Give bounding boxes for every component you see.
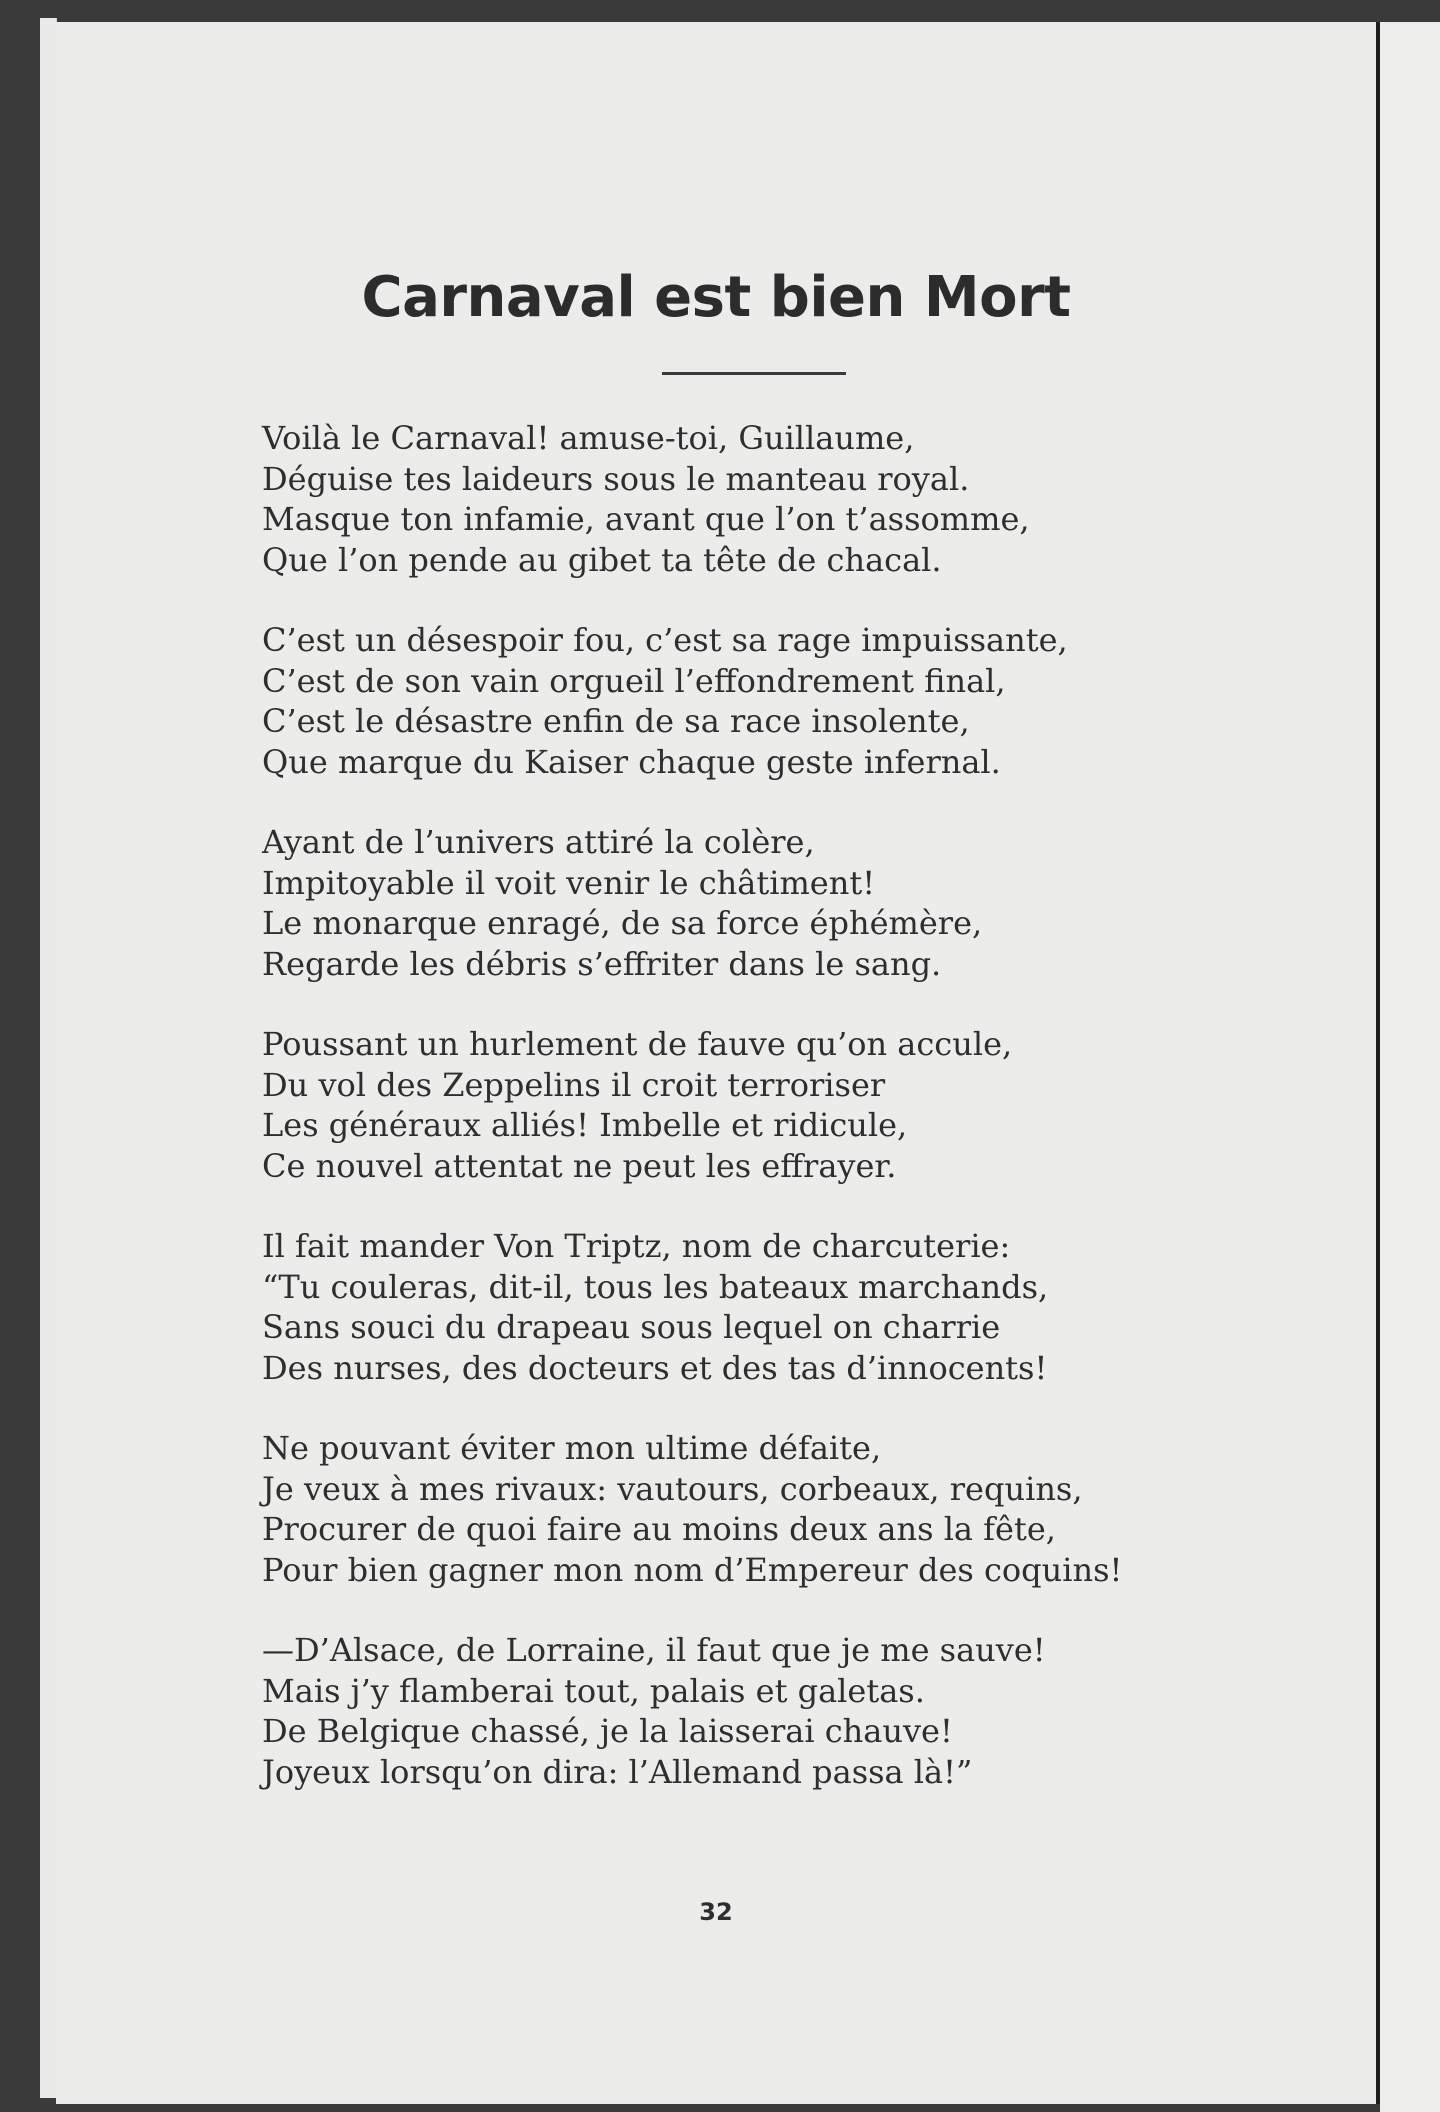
poem-line: Du vol des Zeppelins il croit terroriser [262, 1065, 886, 1104]
poem-body [262, 418, 1202, 1832]
stanza [262, 1428, 1202, 1590]
stanza [262, 1024, 1202, 1186]
poem-line: C’est un désespoir fou, c’est sa rage impuissante, [262, 621, 1068, 659]
poem-line: Voilà le Carnaval! amuse-toi, Guillaume, [262, 419, 915, 457]
poem-line: Ayant de l’univers attiré la colère, [262, 823, 815, 861]
stanza [262, 1226, 1202, 1388]
stanza [262, 418, 1202, 580]
poem-line: Ne pouvant éviter mon ultime défaite, [262, 1429, 882, 1467]
stanza [262, 822, 1202, 984]
poem-line: Joyeux lorsqu’on dira: l’Allemand passa là!” [262, 1752, 973, 1791]
poem-line: Des nurses, des docteurs et des tas d’innocents! [262, 1348, 1048, 1387]
poem-line: Que marque du Kaiser chaque geste infernal. [262, 742, 1001, 781]
poem-title: Carnaval est bien Mort [361, 265, 1071, 330]
poem-line: Je veux à mes rivaux: vautours, corbeaux, requins, [262, 1469, 1083, 1508]
page-number: 32 [699, 1898, 733, 1926]
adjacent-page-edge [1380, 22, 1440, 2112]
poem-line: Masque ton infamie, avant que l’on t’assomme, [262, 500, 1030, 538]
title-rule [662, 372, 846, 375]
poem-line: Le monarque enragé, de sa force éphémère, [262, 904, 983, 942]
poem-line: Que l’on pende au gibet ta tête de chacal. [262, 540, 942, 579]
poem-line: Déguise tes laideurs sous le manteau royal. [262, 459, 970, 498]
poem-line: Il fait mander Von Triptz, nom de charcuterie: [262, 1227, 1011, 1265]
stanza [262, 1630, 1202, 1792]
page-left-edge [40, 18, 57, 2098]
poem-line: Les généraux alliés! Imbelle et ridicule, [262, 1106, 908, 1144]
poem-line: Ce nouvel attentat ne peut les effrayer. [262, 1146, 897, 1185]
poem-line: Pour bien gagner mon nom d’Empereur des coquins! [262, 1550, 1123, 1589]
poem-line: Impitoyable il voit venir le châtiment! [262, 863, 876, 902]
poem-line: De Belgique chassé, je la laisserai chauve! [262, 1712, 953, 1750]
stanza [262, 620, 1202, 782]
poem-line: C’est le désastre enfin de sa race insolente, [262, 702, 970, 740]
poem-line: “Tu couleras, dit-il, tous les bateaux marchands, [262, 1267, 1049, 1306]
poem-line: Mais j’y flamberai tout, palais et galetas. [262, 1671, 925, 1710]
poem-line: —D’Alsace, de Lorraine, il faut que je me sauve! [262, 1631, 1046, 1669]
poem-line: Poussant un hurlement de fauve qu’on accule, [262, 1025, 1013, 1063]
poem-line: C’est de son vain orgueil l’effondrement final, [262, 661, 1006, 700]
poem-line: Procurer de quoi faire au moins deux ans la fête, [262, 1510, 1056, 1548]
poem-line: Regarde les débris s’effriter dans le sang. [262, 944, 942, 983]
poem-line: Sans souci du drapeau sous lequel on charrie [262, 1308, 1001, 1346]
